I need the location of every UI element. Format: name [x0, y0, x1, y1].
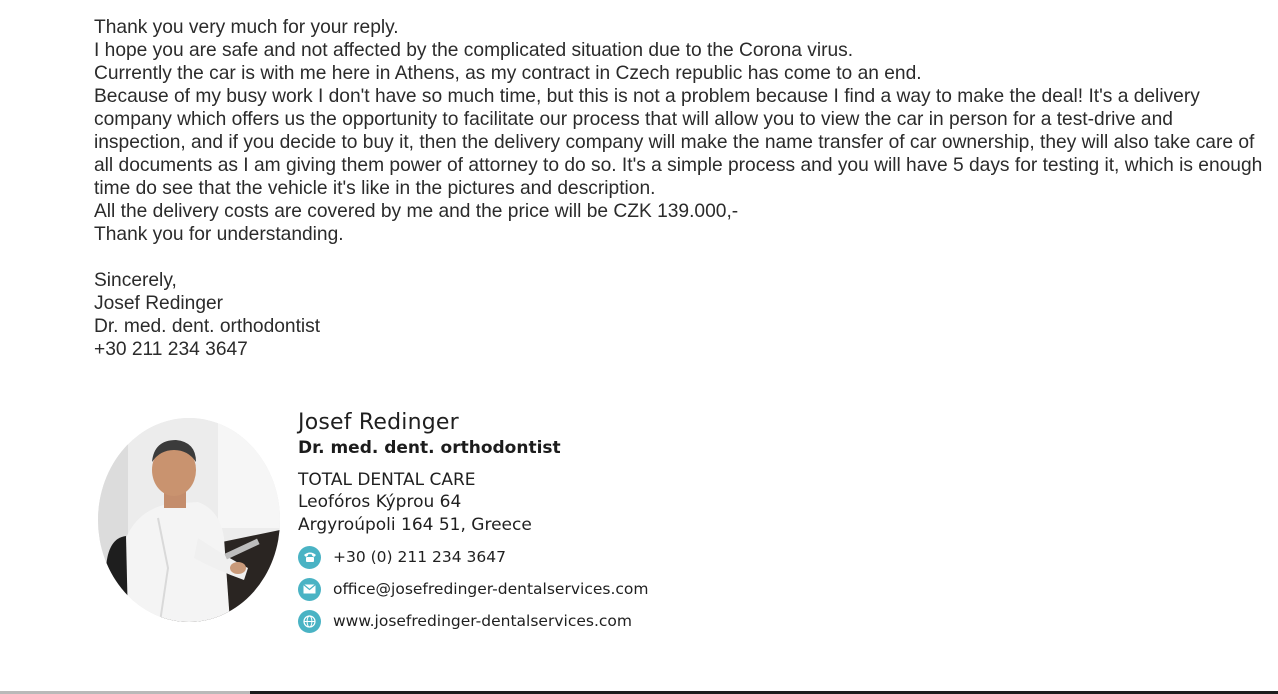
message-line: Thank you very much for your reply. — [94, 17, 399, 38]
email-signature — [98, 408, 798, 638]
company-name: TOTAL DENTAL CARE — [298, 470, 476, 490]
signature-details — [298, 408, 648, 637]
contact-website[interactable] — [298, 605, 648, 637]
phone-text: +30 (0) 211 234 3647 — [333, 548, 506, 566]
avatar — [98, 418, 280, 622]
website-link[interactable]: www.josefredinger-dentalservices.com — [333, 612, 632, 630]
message-line: Thank you for understanding. — [94, 224, 344, 245]
message-line: All the delivery costs are covered by me and the price will be CZK 139.000,- — [94, 201, 739, 222]
email-link[interactable]: office@josefredinger-dentalservices.com — [333, 580, 649, 598]
contact-list — [298, 541, 648, 637]
sender-title: Dr. med. dent. orthodontist — [94, 316, 321, 337]
message-line: Currently the car is with me here in Athens, as my contract in Czech republic has come to an end. — [94, 63, 922, 84]
portrait-photo — [98, 418, 280, 622]
email-icon — [298, 578, 321, 601]
globe-icon — [298, 610, 321, 633]
message-line: I hope you are safe and not affected by the complicated situation due to the Corona virus. — [94, 40, 854, 61]
email-body — [94, 16, 1264, 361]
contact-phone — [298, 541, 648, 573]
sender-phone: +30 211 234 3647 — [94, 339, 248, 360]
signature-title: Dr. med. dent. orthodontist — [298, 438, 561, 458]
message-line: Because of my busy work I don't have so much time, but this is not a problem because I find a way to make the deal! It's a delivery company which offers us the opportunity to facilitate our process that will allow you to view the car in person for a test-drive and inspection, and if you decide to buy it, then the delivery company will make the name transfer of car ownership, they will also take care of all documents as I am giving them power of attorney to do so. It's a simple process and you will have 5 days for testing it, which is enough time do see that the vehicle it's like in the pictures and description. — [94, 86, 1263, 199]
signature-name: Josef Redinger — [298, 410, 459, 435]
spacer — [94, 246, 1264, 269]
address-line-1: Leofóros Kýprou 64 — [298, 492, 462, 512]
contact-email[interactable] — [298, 573, 648, 605]
address-line-2: Argyroúpoli 164 51, Greece — [298, 515, 532, 535]
sender-name: Josef Redinger — [94, 293, 224, 314]
closing: Sincerely, — [94, 270, 177, 291]
phone-icon — [298, 546, 321, 569]
